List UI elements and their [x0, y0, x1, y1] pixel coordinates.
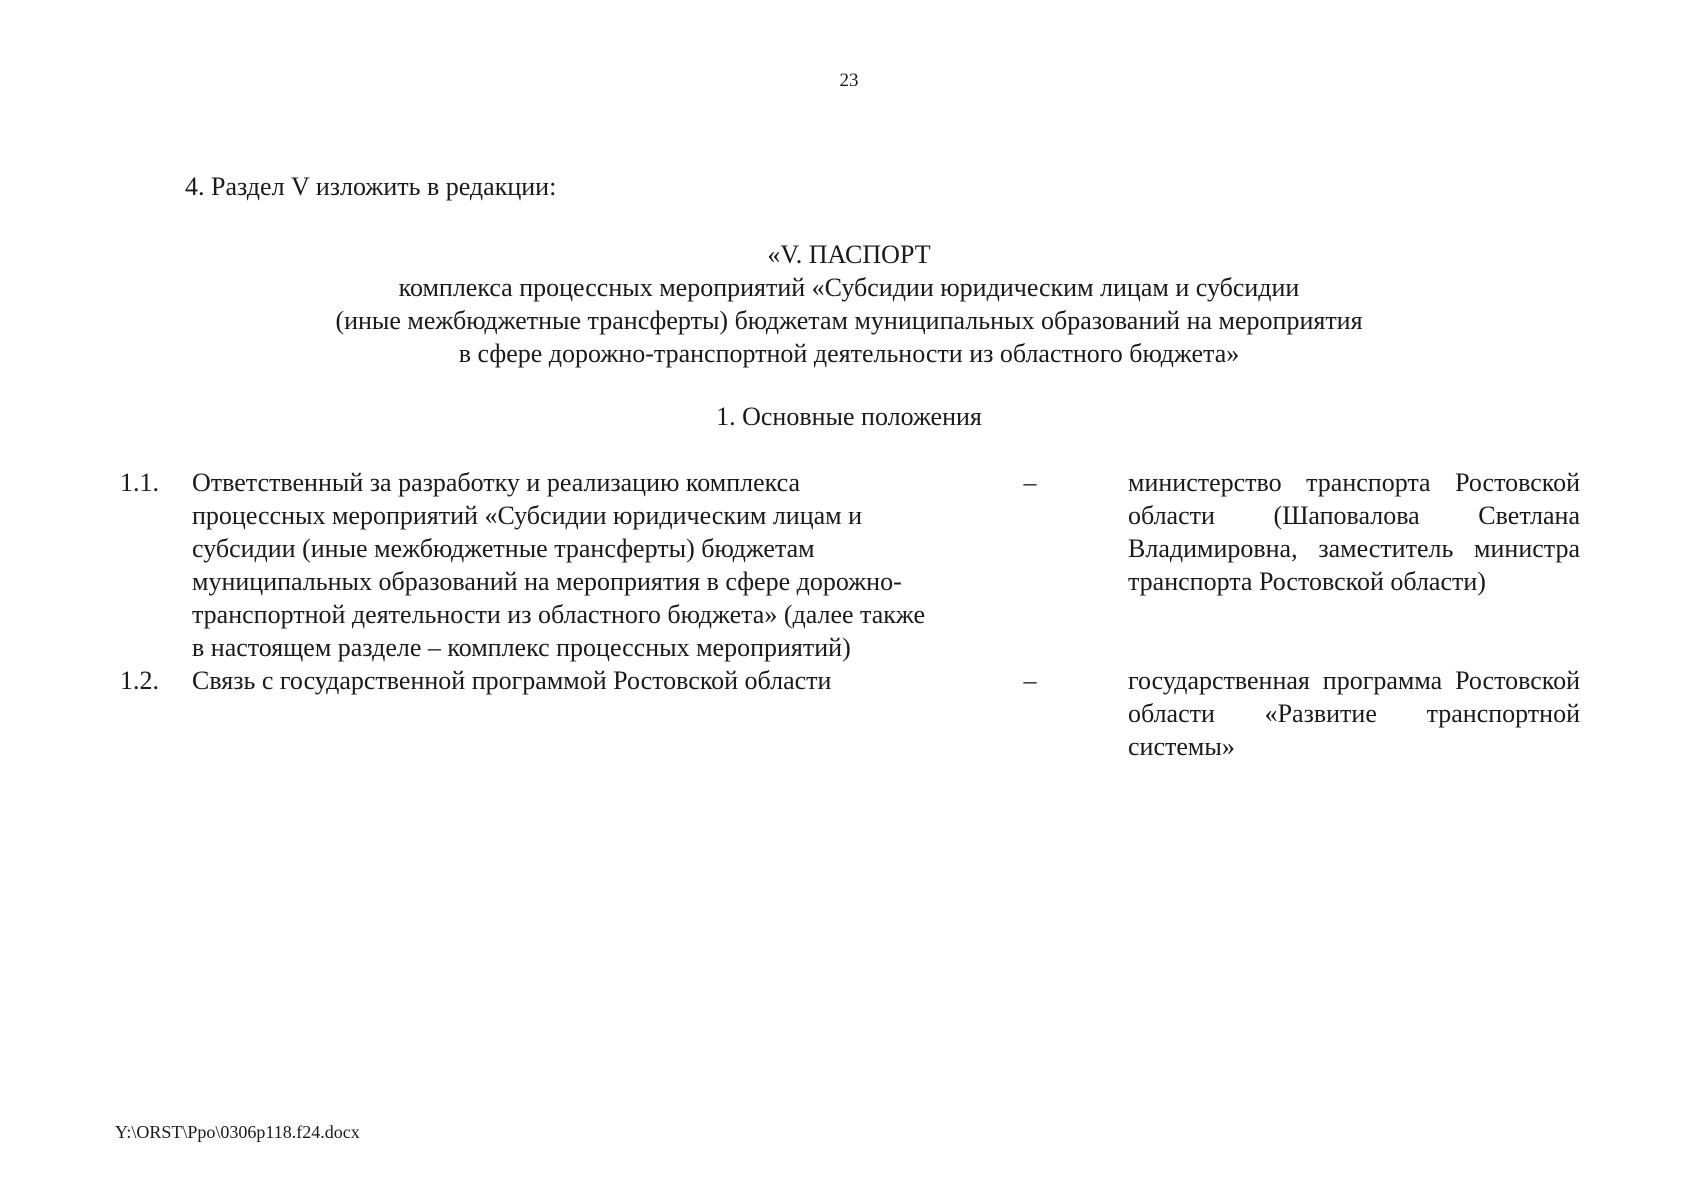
provision-row — [120, 664, 1580, 763]
provision-value: государственная программа Ростовской области «Развитие транспортной системы» — [1128, 666, 1580, 761]
provision-dash: – — [1023, 468, 1037, 497]
page-number: 23 — [839, 70, 859, 91]
footer-file-path: Y:\ORST\Ppo\0306p118.f24.docx — [115, 1122, 360, 1142]
provisions-table — [120, 466, 1580, 763]
provision-value: министерство транспорта Ростовской области (Шаповалова Светлана Владимировна, заместитель министра транспорта Ростовской области) — [1128, 468, 1580, 596]
passport-title-line-2: комплекса процессных мероприятий «Субсидии юридическим лицам и субсидии — [398, 273, 1300, 302]
provision-number: 1.1. — [120, 468, 159, 497]
provision-dash: – — [1023, 666, 1037, 695]
provision-label: Ответственный за разработку и реализацию комплекса процессных мероприятий «Субсидии юридическим лицам и субсидии (иные межбюджетные трансферты) бюджетам муниципальных образований на мероприятия в сфере дорожно-транспортной деятельности из областного бюджета» (далее также в настоящем разделе – комплекс процессных мероприятий) — [192, 468, 926, 662]
passport-title — [0, 238, 1698, 370]
passport-title-line-4: в сфере дорожно-транспортной деятельности из областного бюджета» — [458, 339, 1240, 368]
provision-number: 1.2. — [120, 666, 159, 695]
passport-title-line-3: (иные межбюджетные трансферты) бюджетам муниципальных образований на мероприятия — [335, 306, 1363, 335]
provision-row — [120, 466, 1580, 664]
passport-title-line-1: «V. ПАСПОРТ — [767, 240, 931, 269]
amendment-instruction: 4. Раздел V изложить в редакции: — [185, 172, 557, 201]
provision-label: Связь с государственной программой Ростовской области — [192, 666, 832, 695]
section-heading: 1. Основные положения — [716, 402, 982, 431]
